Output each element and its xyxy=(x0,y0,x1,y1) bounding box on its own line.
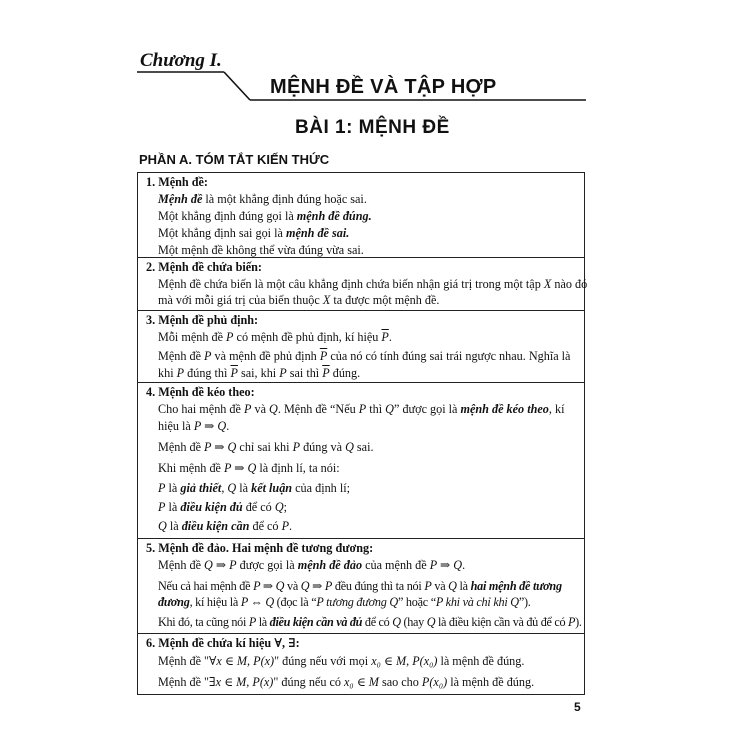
text-line: Q là điều kiện cần để có P. xyxy=(158,519,293,533)
text-line: Cho hai mệnh đề P và Q. Mệnh đề “Nếu P thì Q” được gọi là mệnh đề kéo theo, kí xyxy=(158,402,565,416)
section-heading: 2. Mệnh đề chứa biến: xyxy=(146,260,262,274)
text-line: Mệnh đề là một khẳng định đúng hoặc sai. xyxy=(158,192,367,206)
text-line: đương, kí hiệu là P ⇔ Q (đọc là “P tương đương Q” hoặc “P khi và chỉ khi Q”). xyxy=(158,595,531,609)
summary-box xyxy=(137,172,588,695)
text-line: Mệnh đề "∀x ∈ M, P(x)" đúng nếu với mọi x₀ ∈ M, P(x₀) là mệnh đề đúng. xyxy=(158,654,525,668)
chapter-label: Chương I. xyxy=(140,50,222,71)
section-heading: 3. Mệnh đề phủ định: xyxy=(146,313,259,327)
text-line: Một khẳng định sai gọi là mệnh đề sai. xyxy=(158,226,350,240)
text-line: mà với mỗi giá trị của biến thuộc X ta được một mệnh đề. xyxy=(158,293,440,307)
text-line: P là điều kiện đủ để có Q; xyxy=(158,500,288,514)
text-line: Mệnh đề P ⇒ Q chỉ sai khi P đúng và Q sai. xyxy=(158,440,374,454)
text-line: P là giả thiết, Q là kết luận của định lí; xyxy=(158,481,350,495)
text-line: Mệnh đề P và mệnh đề phủ định $\overline{P}$ của nó có tính đúng sai trái ngược nhau. Nghĩa là xyxy=(158,349,571,363)
text-line: Khi mệnh đề P ⇒ Q là định lí, ta nói: xyxy=(158,461,340,475)
text-line: Một khẳng định đúng gọi là mệnh đề đúng. xyxy=(158,209,372,223)
text-line: Mệnh đề "∃x ∈ M, P(x)" đúng nếu có x₀ ∈ M sao cho P(x₀) là mệnh đề đúng. xyxy=(158,675,535,689)
text-line: Mệnh đề chứa biến là một câu khẳng định chứa biến nhận giá trị trong một tập X nào đó xyxy=(158,277,588,291)
text-line: Một mệnh đề không thể vừa đúng vừa sai. xyxy=(158,243,364,257)
section-heading: 1. Mệnh đề: xyxy=(146,175,208,189)
page-number: 5 xyxy=(574,700,581,714)
chapter-rule xyxy=(0,0,750,120)
chapter-title: MỆNH ĐỀ VÀ TẬP HỢP xyxy=(270,76,497,98)
divider xyxy=(138,633,584,634)
text-line: Mệnh đề Q ⇒ P được gọi là mệnh đề đảo của mệnh đề P ⇒ Q. xyxy=(158,558,466,572)
text-line: khi P đúng thì $\overline{P}$ sai, khi P sai thì $\overline{P}$ đúng. xyxy=(158,366,361,380)
part-heading: PHẦN A. TÓM TẮT KIẾN THỨC xyxy=(139,152,330,167)
lesson-title: BÀI 1: MỆNH ĐỀ xyxy=(295,117,450,138)
divider xyxy=(138,382,584,383)
text-line: Mỗi mệnh đề P có mệnh đề phủ định, kí hiệu $\overline{P}$. xyxy=(158,330,392,344)
text-line: Khi đó, ta cũng nói P là điều kiện cần và đủ để có Q (hay Q là điều kiện cần và đủ để có P). xyxy=(158,615,582,629)
section-heading: 5. Mệnh đề đảo. Hai mệnh đề tương đương: xyxy=(146,541,374,555)
text-line: hiệu là P ⇒ Q. xyxy=(158,419,230,433)
section-heading: 4. Mệnh đề kéo theo: xyxy=(146,385,255,399)
divider xyxy=(138,538,584,539)
divider xyxy=(138,310,584,311)
text-line: Nếu cả hai mệnh đề P ⇒ Q và Q ⇒ P đều đúng thì ta nói P và Q là hai mệnh đề tương xyxy=(158,579,562,593)
section-heading: 6. Mệnh đề chứa kí hiệu ∀, ∃: xyxy=(146,636,300,650)
